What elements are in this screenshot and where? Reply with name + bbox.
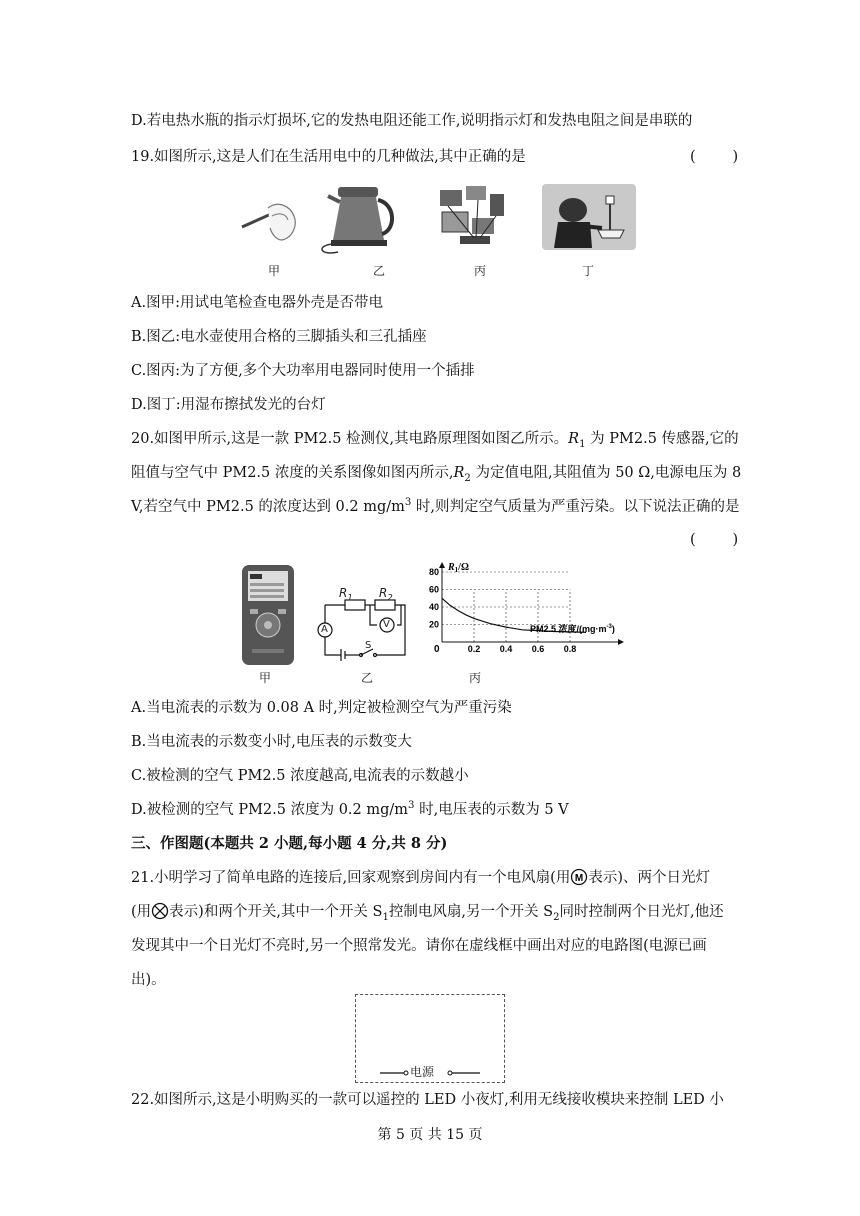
chart-ylabel: $R_1/\Omega$ xyxy=(448,562,469,574)
q19-caption-yi: 乙 xyxy=(373,264,386,278)
chart-y-tick-label: 20 xyxy=(428,619,439,630)
q20-option-b: B.当电流表的示数变小时,电压表的示数变大 xyxy=(131,734,412,750)
q19-answer-bracket: ( ) xyxy=(690,149,739,165)
q20-caption-jia: 甲 xyxy=(259,671,272,685)
q19-option-d: D.图丁:用湿布擦拭发光的台灯 xyxy=(131,397,326,413)
q19-option-c: C.图丙:为了方便,多个大功率用电器同时使用一个插排 xyxy=(131,363,475,379)
q21-stem-line3: 发现其中一个日光灯不亮时,另一个照常发光。请你在虚线框中画出对应的电路图(电源已画 xyxy=(131,938,707,954)
q20-circuit-switch-label: S xyxy=(365,640,372,651)
chart-x-arrow xyxy=(618,639,624,645)
q20-circuit-ammeter-label: A xyxy=(321,624,328,635)
q19-caption-jia: 甲 xyxy=(268,264,281,278)
chart-y-arrow xyxy=(439,562,445,568)
q20-option-c: C.被检测的空气 PM2.5 浓度越高,电流表的示数越小 xyxy=(131,768,469,784)
q21-stem-line4: 出)。 xyxy=(131,972,166,988)
q19-option-b: B.图乙:电水壶使用合格的三脚插头和三孔插座 xyxy=(131,329,427,345)
q20-option-a: A.当电流表的示数为 0.08 A 时,判定被检测空气为严重污染 xyxy=(131,700,512,716)
power-strip-appliances-image xyxy=(440,186,504,244)
q20-circuit-voltmeter-label: V xyxy=(383,619,390,630)
wiping-lamp-image xyxy=(542,184,636,250)
q20-stem-line3: V,若空气中 PM2.5 的浓度达到 0.2 $mg/m^3$ 时,则判定空气质量为严重污染。以下说法正确的是 xyxy=(131,497,740,515)
chart-origin-label: 0 xyxy=(434,644,440,655)
page-footer: 第 5 页 共 15 页 xyxy=(377,1127,483,1143)
q19-option-a: A.图甲:用试电笔检查电器外壳是否带电 xyxy=(131,295,383,311)
chart-x-tick-label: 0.8 xyxy=(563,644,577,654)
chart-x-tick-label: 0.2 xyxy=(467,644,481,654)
motor-symbol-icon xyxy=(570,868,588,886)
q20-option-d: D.被检测的空气 PM2.5 浓度为 0.2 $mg/m^3$ 时,电压表的示数为 5 V xyxy=(131,800,569,818)
test-pen-hand-image xyxy=(242,204,295,240)
q20-circuit-r1-label: $R_1$ xyxy=(339,586,353,603)
q20-stem-line1: 20.如图甲所示,这是一款 PM2.5 检测仪,其电路原理图如图乙所示。$R_1$ 为 PM2.5 传感器,它的 xyxy=(131,431,739,450)
q21-power-source-symbol xyxy=(380,1064,490,1080)
q19-caption-bing: 丙 xyxy=(474,264,487,278)
q20-circuit-r2-label: $R_2$ xyxy=(379,586,393,603)
q20-circuit-diagram xyxy=(315,585,415,665)
q20-caption-yi: 乙 xyxy=(361,671,374,685)
q19-figures xyxy=(228,182,648,257)
q18-option-d: D.若电热水瓶的指示灯损坏,它的发热电阻还能工作,说明指示灯和发热电阻之间是串联的 xyxy=(131,113,693,129)
q21-power-label: 电源 xyxy=(410,1065,435,1079)
q20-r1-pm25-chart xyxy=(420,560,650,655)
chart-y-tick-label: 80 xyxy=(428,567,439,577)
q20-caption-bing: 丙 xyxy=(469,671,482,685)
chart-x-tick-label: 0.4 xyxy=(499,644,513,654)
chart-y-tick-label: 60 xyxy=(428,584,439,595)
q19-stem: 19.如图所示,这是人们在生活用电中的几种做法,其中正确的是 xyxy=(131,149,526,165)
pm25-detector-image xyxy=(238,563,298,668)
chart-xlabel: PM2.5 浓度$/(mg\cdot m^{-3})$ xyxy=(530,624,615,634)
svg-text:M: M xyxy=(575,873,584,884)
battery-symbol xyxy=(341,649,345,661)
kettle-image xyxy=(322,187,392,253)
q19-caption-ding: 丁 xyxy=(582,264,595,278)
lamp-symbol-icon xyxy=(151,902,169,920)
q20-answer-bracket: ( ) xyxy=(690,532,739,548)
chart-y-tick-label: 40 xyxy=(428,602,439,612)
chart-x-tick-label: 0.6 xyxy=(531,644,545,654)
q22-stem-line1: 22.如图所示,这是小明购买的一款可以遥控的 LED 小夜灯,利用无线接收模块来控制 LED 小 xyxy=(131,1092,724,1108)
q21-stem-line2: (用 表示)和两个开关,其中一个开关 $S_1$控制电风扇,另一个开关 $S_2$同时控制两个日光灯,他还 xyxy=(131,904,724,923)
q21-stem-line1: 21.小明学习了简单电路的连接后,回家观察到房间内有一个电风扇(用 M 表示)、两个日光灯 xyxy=(131,870,710,886)
section-3-title: 三、作图题(本题共 2 小题,每小题 4 分,共 8 分) xyxy=(131,835,448,852)
q20-stem-line2: 阻值与空气中 PM2.5 浓度的关系图像如图丙所示$,R_2$ 为定值电阻,其阻值为 50 Ω,电源电压为 8 xyxy=(131,465,742,484)
